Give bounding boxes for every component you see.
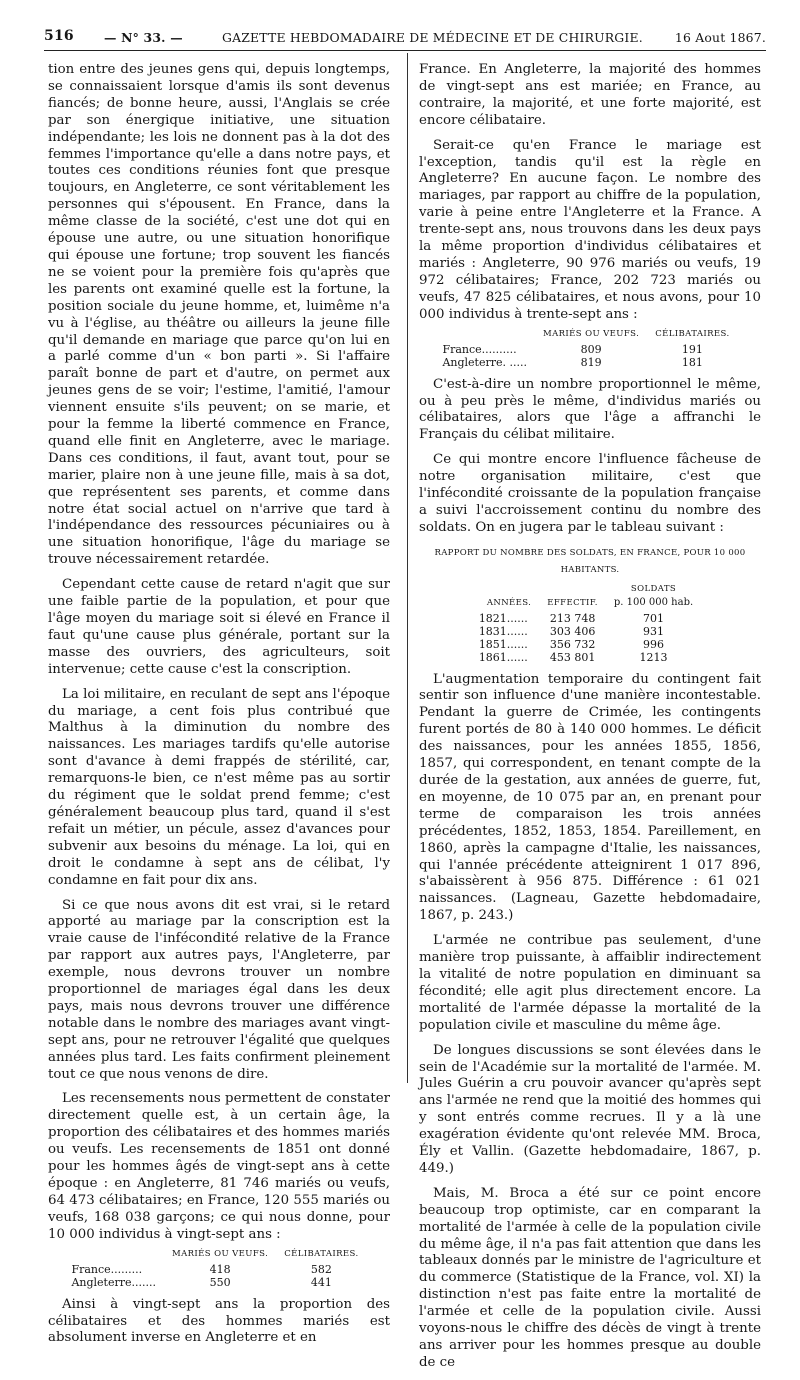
- paragraph: France. En Angleterre, la majorité des hommes de vingt-sept ans est mariée; en France, au contraire, la majorité, et une forte majorité, est encore célibataire.: [419, 62, 761, 128]
- left-column: [48, 62, 390, 1355]
- table-age-27: [71, 1248, 366, 1289]
- table-header: EFFECTIF.: [547, 597, 598, 608]
- paragraph: tion entre des jeunes gens qui, depuis longtemps, se connaissaient lorsque d'amis ils sont devenus fiancés; de bonne heure, aussi, l'Anglais se crée par son énergique initiative, une situation indépendante; les lois ne donnent pas à la dot des femmes l'importance qu'elle a dans notre pays, et toutes ces conditions réunies font que presque toujours, en Angleterre, ce sont véritablement les personnes qui s'épousent. En France, dans la même classe de la société, c'est une dot qui en épouse une autre, ou une situation honorifique qui épouse une fortune; trop souvent les fiancés ne se voient pour la première fois qu'après que les parents ont examiné quelle est la fortune, la position sociale du jeune homme, et, luimême n'a vu à l'église, au théâtre ou ailleurs la jeune fille qu'il demande en mariage que parce qu'on lui en a parlé comme d'un « bon parti ». Si l'affaire paraît bonne de part et d'autre, on permet aux jeunes gens de se voir; l'estime, l'amitié, l'amour viennent ensuite s'ils peuvent; on se marie, et pour la femme la liberté commence en France, quand elle finit en Angleterre, avec le mariage. Dans ces conditions, il faut, avant tout, pour se marier, plaire non à une jeune fille, mais à sa dot, que représentent ses parents, et comme dans notre état social actuel on n'arrive que tard à l'indépendance des ressources pécuniaires ou à une situation honorifique, l'âge du mariage se trouve nécessairement retardée.: [48, 62, 390, 568]
- table-row: 1831...... 303 406 931: [478, 624, 665, 638]
- table-header: MARIÉS OU VEUFS.: [542, 328, 640, 339]
- paragraph: Serait-ce qu'en France le mariage est l'exception, tandis qu'il est la règle en Angleterre? En aucune façon. Le nombre des mariages, par rapport au chiffre de la population, varie à peine entre l'Angleterre et la France. A trente-sept ans, nous trouvons dans les deux pays la même proportion d'individus célibataires et mariés : Angleterre, 90 976 mariés ou veufs, 19 972 célibataires; France, 202 723 mariés ou veufs, 47 825 célibataires, et nous avons, pour 10 000 individus à trente-sept ans :: [419, 137, 761, 322]
- journal-title: GAZETTE HEBDOMADAIRE DE MÉDECINE ET DE CHIRURGIE.: [222, 30, 643, 45]
- table-header: MARIÉS OU VEUFS.: [171, 1248, 269, 1259]
- table-soldiers: [479, 583, 701, 664]
- header-rule: [44, 50, 766, 51]
- table-header: ANNÉES.: [486, 597, 532, 608]
- table-row: 1861...... 453 801 1213: [478, 650, 668, 664]
- table-row: France......... 418 582: [71, 1262, 332, 1276]
- paragraph: Les recensements nous permettent de constater directement quelle est, à un certain âge, la proportion des célibataires et des hommes mariés ou veufs. Les recensements de 1851 ont donné pour les hommes âgés de vingt-sept ans à cette époque : en Angleterre, 81 746 mariés ou veufs, 64 473 célibataires; en France, 120 555 mariés ou veufs, 168 038 garçons; ce qui nous donne, pour 10 000 individus à vingt-sept ans :: [48, 1091, 390, 1242]
- table-header: SOLDATS p. 100 000 hab.: [613, 583, 694, 608]
- table-row: France.......... 809 191: [442, 342, 703, 356]
- column-divider: [407, 53, 408, 1083]
- table-row: 1851...... 356 732 996: [478, 637, 665, 651]
- table-header: CÉLIBATAIRES.: [284, 1248, 359, 1259]
- paragraph: Ce qui montre encore l'influence fâcheuse de notre organisation militaire, c'est que l'infécondité croissante de la population française a suivi l'accroissement continu du nombre des soldats. On en jugera par le tableau suivant :: [419, 452, 761, 535]
- paragraph: Si ce que nous avons dit est vrai, si le retard apporté au mariage par la conscription est la vraie cause de l'infécondité relative de la France par rapport aux autres pays, l'Angleterre, par exemple, nous devrons trouver un nombre proportionnel de mariages égal dans les deux pays, mais nous devrons trouver une différence notable dans le nombre des mariages avant vingt-sept ans, pour ne retrouver l'égalité que quelques années plus tard. Les faits confirment pleinement tout ce que nous venons de dire.: [48, 897, 390, 1082]
- table-age-37: [442, 328, 737, 369]
- issue-date: 16 Aout 1867.: [674, 30, 766, 45]
- paragraph: L'armée ne contribue pas seulement, d'une manière trop puissante, à affaiblir indirectement la vitalité de notre population en diminuant sa fécondité; elle agit plus directement encore. La mortalité de l'armée dépasse la mortalité de la population civile et masculine du même âge.: [419, 933, 761, 1033]
- paragraph: Ainsi à vingt-sept ans la proportion des célibataires et des hommes mariés est absolument inverse en Angleterre et en: [48, 1296, 390, 1346]
- paragraph: La loi militaire, en reculant de sept ans l'époque du mariage, a cent fois plus contribué que Malthus à la diminution du nombre des naissances. Les mariages tardifs qu'elle autorise sont d'avance à demi frappés de stérilité, car, remarquons-le bien, ce n'est même pas au sortir du régiment que le soldat prend femme; c'est généralement beaucoup plus tard, quand il s'est refait un métier, un pécule, assez d'avances pour subvenir aux besoins du ménage. La loi, qui en droit le condamne à sept ans de célibat, l'y condamne en fait pour dix ans.: [48, 686, 390, 888]
- table-caption: RAPPORT DU NOMBRE DES SOLDATS, EN FRANCE, POUR 10 000 HABITANTS.: [434, 547, 746, 575]
- table-row: 1821...... 213 748 701: [478, 611, 665, 625]
- issue-number: — N° 33. —: [104, 30, 183, 45]
- running-header: [44, 28, 766, 48]
- right-column: [419, 62, 761, 1380]
- table-row: Angleterre....... 550 441: [71, 1275, 332, 1289]
- page-number: 516: [44, 28, 74, 44]
- paragraph: Mais, M. Broca a été sur ce point encore beaucoup trop optimiste, car en comparant la mortalité de l'armée à celle de la population civile du même âge, il n'a pas fait attention que dans les tableaux donnés par le ministre de l'agriculture et du commerce (Statistique de la France, vol. XI) la distinction n'est pas faite entre la mortalité de l'armée et celle de la population civile. Aussi voyons-nous le chiffre des décès de vingt à trente ans arriver pour les hommes presque au double de ce: [419, 1185, 761, 1370]
- paragraph: De longues discussions se sont élevées dans le sein de l'Académie sur la mortalité de l'armée. M. Jules Guérin a cru pouvoir avancer qu'après sept ans l'armée ne rend que la moitié des hommes qui y sont entrés comme recrues. Il y a là une exagération évidente qu'ont relevée MM. Broca, Ély et Vallin. (Gazette hebdomadaire, 1867, p. 449.): [419, 1042, 761, 1176]
- paragraph: Cependant cette cause de retard n'agit que sur une faible partie de la population, et pour que l'âge moyen du mariage soit si élevé en France il faut qu'une cause plus générale, portant sur la masse des ouvriers, des agriculteurs, soit intervenue; cette cause c'est la conscription.: [48, 577, 390, 677]
- paragraph: C'est-à-dire un nombre proportionnel le même, ou à peu près le même, d'individus mariés ou célibataires, alors que l'âge a affranchi le Français du célibat militaire.: [419, 376, 761, 443]
- table-row: Angleterre. ..... 819 181: [442, 355, 703, 369]
- table-header: CÉLIBATAIRES.: [655, 328, 730, 339]
- paragraph: L'augmentation temporaire du contingent fait sentir son influence d'une manière incontestable. Pendant la guerre de Crimée, les contingents furent portés de 80 à 140 000 hommes. Le déficit des naissances, pour les années 1855, 1856, 1857, qui correspondent, en tenant compte de la durée de la gestation, aux années de guerre, fut, en moyenne, de 10 075 par an, en prenant pour terme de comparaison les trois années précédentes, 1852, 1853, 1854. Pareillement, en 1860, après la campagne d'Italie, les naissances, qui l'année précédente atteignirent 1 017 896, s'abaissèrent à 956 875. Différence : 61 021 naissances. (Lagneau, Gazette hebdomadaire, 1867, p. 243.): [419, 671, 761, 924]
